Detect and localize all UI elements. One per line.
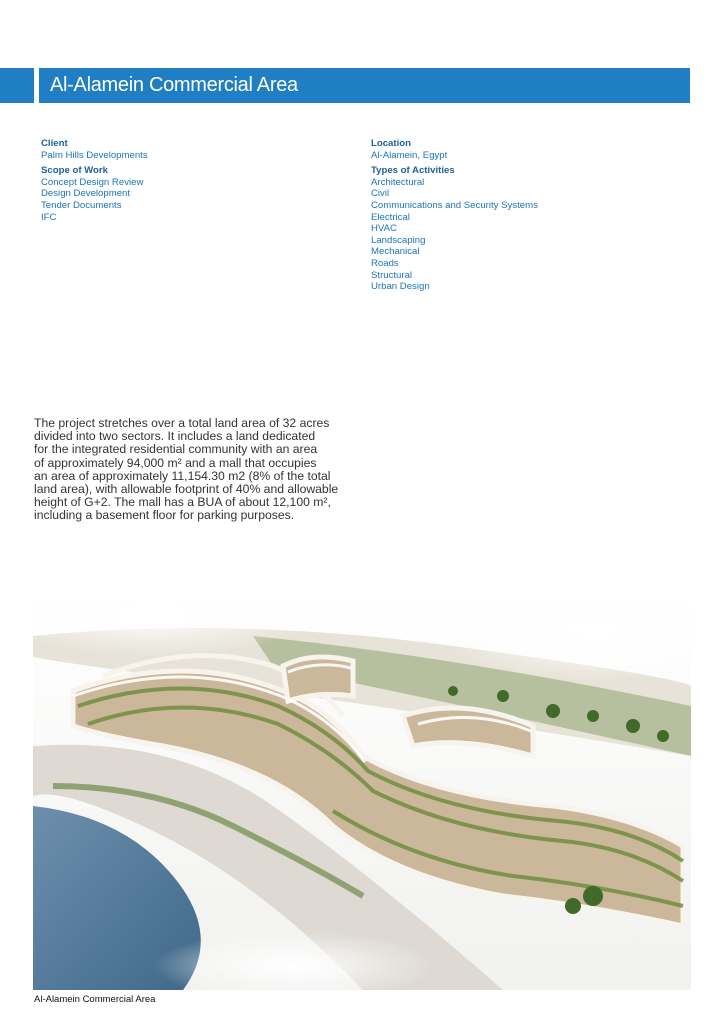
description-line: an area of approximately 11,154.30 m2 (8% of the total [34, 468, 331, 483]
scope-item: IFC [41, 211, 57, 223]
description-line: divided into two sectors. It includes a land dedicated [34, 429, 316, 444]
client-value: Palm Hills Developments [41, 149, 148, 161]
description-line: land area), with allowable footprint of 40% and allowable [34, 482, 339, 497]
activity-item: Architectural [371, 176, 425, 188]
client-heading: Client [41, 138, 68, 149]
activity-item: Electrical [371, 211, 410, 223]
image-caption: Al-Alamein Commercial Area [34, 994, 156, 1005]
scope-heading: Scope of Work [41, 165, 108, 177]
description-line: height of G+2. The mall has a BUA of about 12,100 m², [34, 495, 331, 510]
architectural-rendering [33, 596, 691, 990]
project-description [34, 417, 364, 523]
activities-heading: Types of Activities [371, 165, 455, 177]
scope-item: Design Development [41, 188, 131, 200]
scope-item: Concept Design Review [41, 176, 144, 188]
project-info-left [41, 138, 301, 223]
activity-item: Communications and Security Systems [371, 199, 538, 211]
description-line: for the integrated residential community with an area [34, 442, 318, 457]
scope-item: Tender Documents [41, 199, 122, 211]
activity-item: Roads [371, 257, 399, 269]
rendering-illustration [33, 596, 691, 990]
activity-item: Civil [371, 188, 390, 200]
location-value: Al-Alamein, Egypt [371, 149, 448, 161]
activity-item: Urban Design [371, 281, 430, 293]
title-accent-block [0, 68, 34, 103]
page-title-bar [39, 68, 690, 103]
description-line: including a basement floor for parking purposes. [34, 508, 295, 523]
page-title: Al-Alamein Commercial Area [50, 74, 298, 96]
activity-item: Landscaping [371, 234, 426, 246]
location-heading: Location [371, 138, 411, 149]
description-line: of approximately 94,000 m² and a mall that occupies [34, 455, 317, 470]
activity-item: HVAC [371, 223, 397, 235]
project-info-right [371, 138, 671, 293]
activity-item: Mechanical [371, 246, 420, 258]
description-line: The project stretches over a total land area of 32 acres [34, 416, 330, 430]
activity-item: Structural [371, 269, 413, 281]
